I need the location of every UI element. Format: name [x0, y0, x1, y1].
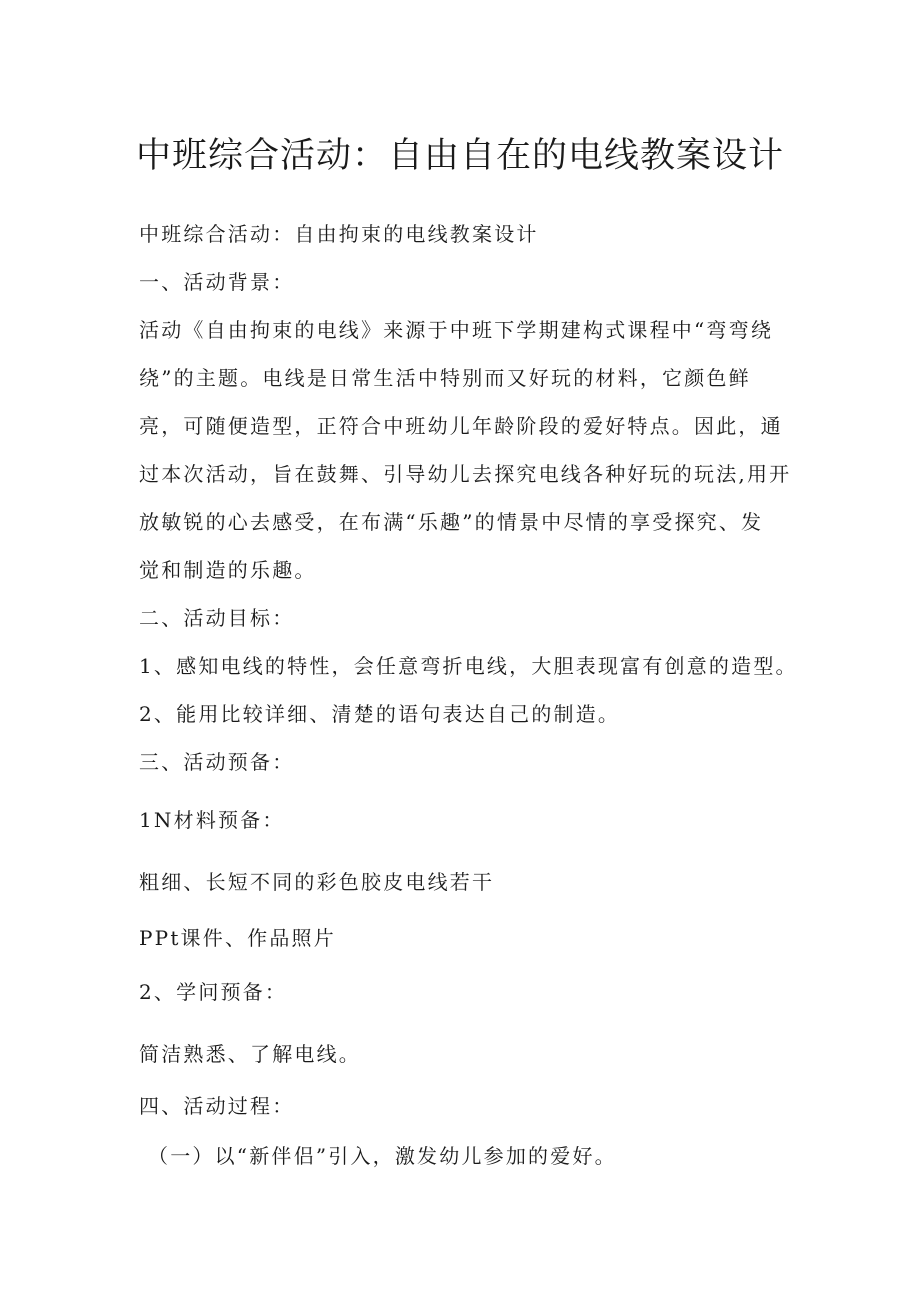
section-heading-goals: 二、活动目标： [139, 606, 295, 630]
paragraph-line: 活动《自由拘束的电线》来源于中班下学期建构式课程中“弯弯绕 [139, 318, 774, 342]
section-heading-background: 一、活动背景： [139, 270, 295, 294]
paragraph-line: 绕”的主题。电线是日常生活中特别而又好玩的材料，它颜色鲜 [139, 366, 751, 390]
document-title: 中班综合活动：自由自在的电线教案设计 [135, 136, 784, 176]
goal-item-1: 1、感知电线的特性，会任意弯折电线，大胆表现富有创意的造型。 [139, 654, 798, 678]
materials-line: PPt课件、作品照片 [139, 926, 336, 950]
preparation-item-materials: 1N材料预备： [139, 808, 285, 832]
subtitle-line: 中班综合活动：自由拘束的电线教案设计 [139, 222, 539, 246]
knowledge-line: 简洁熟悉、了解电线。 [139, 1042, 361, 1066]
materials-line: 粗细、长短不同的彩色胶皮电线若干 [139, 870, 495, 894]
process-step-1: （一）以“新伴侣”引入，激发幼儿参加的爱好。 [148, 1144, 617, 1168]
preparation-item-knowledge: 2、学问预备： [139, 980, 288, 1004]
paragraph-line: 觉和制造的乐趣。 [139, 558, 317, 582]
paragraph-line: 亮，可随便造型，正符合中班幼儿年龄阶段的爱好特点。因此，通 [139, 414, 783, 438]
section-heading-preparation: 三、活动预备： [139, 750, 295, 774]
section-heading-process: 四、活动过程： [139, 1094, 295, 1118]
goal-item-2: 2、能用比较详细、清楚的语句表达自己的制造。 [139, 702, 621, 726]
paragraph-line: 放敏锐的心去感受，在布满“乐趣”的情景中尽情的享受探究、发 [139, 510, 764, 534]
paragraph-line: 过本次活动，旨在鼓舞、引导幼儿去探究电线各种好玩的玩法,用开 [139, 462, 792, 486]
